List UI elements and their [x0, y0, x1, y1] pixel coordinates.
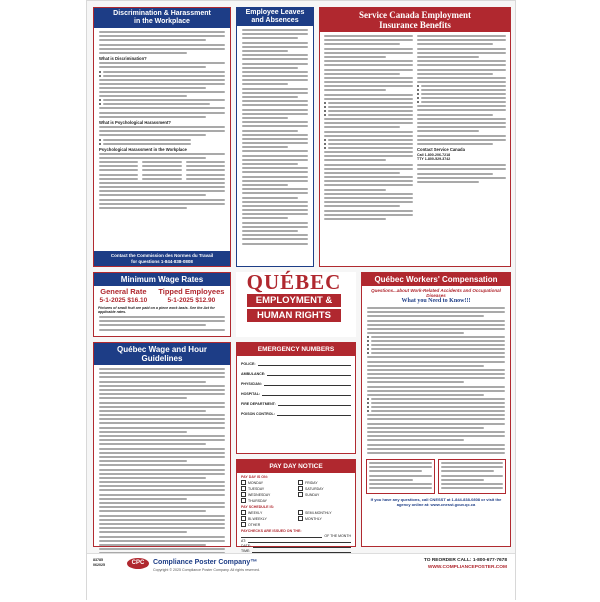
website: WWW.COMPLIANCEPOSTER.COM: [427, 565, 507, 570]
service-canada-body: [320, 32, 510, 225]
wage-hour-title: Québec Wage and Hour Guidelines: [94, 343, 230, 365]
workplace-harassment-heading: Psychological Harassment in the Workplace: [99, 146, 187, 152]
emergency-title: EMERGENCY NUMBERS: [237, 343, 355, 356]
emergency-panel: [236, 342, 356, 454]
service-canada-phone: Call 1-800-206-7218: [417, 153, 451, 158]
employee-leaves-title: Employee Leaves and Absences: [237, 8, 313, 26]
discrimination-contact: Contact the Commission des Normes du Travail for questions 1-844-838-0808: [94, 251, 230, 266]
service-canada-panel: [319, 7, 511, 267]
field-ambulance: AMBULANCE:: [241, 371, 351, 376]
harassment-question: What is Psychological Harassment?: [99, 120, 171, 125]
reorder-phone: TO REORDER CALL: 1-800-677-7678: [423, 558, 507, 563]
schedule-semi-monthly[interactable]: SEMI-MONTHLY: [298, 510, 351, 515]
tipped-rate: Tipped Employees 5-1-2025 $12.90: [158, 287, 225, 304]
day-sunday[interactable]: SUNDAY: [298, 492, 351, 497]
paychecks-issued: PAYCHECKS ARE ISSUED ON THE:: [241, 529, 302, 533]
day-friday[interactable]: FRIDAY: [298, 480, 351, 485]
pay-days: [241, 480, 351, 503]
day-saturday[interactable]: SATURDAY: [298, 486, 351, 491]
date-field: DATE:: [241, 544, 351, 548]
discrimination-question: What is Discrimination?: [99, 56, 147, 62]
quebec-logo-panel: [236, 272, 356, 337]
general-rate: General Rate 5-1-2025 $16.10: [99, 287, 148, 304]
wage-hour-body: [94, 365, 230, 559]
field-physician: PHYSICIAN:: [241, 381, 351, 386]
employment-word: EMPLOYMENT &: [247, 294, 341, 307]
service-canada-title: Service Canada Employment Insurance Benefits: [320, 8, 510, 32]
schedule-weekly[interactable]: WEEKLY: [241, 510, 294, 515]
wage-rates: [94, 288, 230, 305]
minimum-wage-note: Pictures of small fruit are paid on a piece work basis. See the Act for applicable rates.: [98, 306, 215, 314]
pay-schedule-is: PAY SCHEDULE IS:: [241, 505, 275, 509]
day-thursday[interactable]: THURSDAY: [241, 498, 294, 503]
minimum-wage-panel: [93, 272, 231, 337]
workers-comp-panel: [361, 272, 511, 547]
cpc-logo: CPC: [127, 558, 149, 569]
field-hospital: HOSPITAL:: [241, 391, 351, 396]
poster-code-1: 83785: [93, 558, 103, 562]
pay-schedules: [241, 510, 351, 527]
day-wednesday[interactable]: WEDNESDAY: [241, 492, 294, 497]
day-tuesday[interactable]: TUESDAY: [241, 486, 294, 491]
schedule-other[interactable]: OTHER: [241, 522, 294, 527]
of-the-month: OF THE MONTH: [241, 534, 351, 538]
discrimination-panel: [93, 7, 231, 267]
workers-comp-title: Québec Workers' Compensation: [362, 273, 510, 286]
company-name: Compliance Poster Company™: [153, 559, 258, 566]
pay-day-is: PAY DAY IS ON:: [241, 475, 268, 479]
emergency-fields: [237, 356, 355, 416]
field-police: POLICE:: [241, 361, 351, 366]
discrimination-title: Discrimination & Harassment in the Workplace: [94, 8, 230, 28]
wage-hour-panel: [93, 342, 231, 547]
workers-comp-body: [362, 304, 510, 459]
copyright: Copyright © 2025 Compliance Poster Company. All rights reserved.: [153, 568, 261, 572]
poster-footer: [87, 553, 515, 602]
workers-comp-footer: If you have any questions, call CNESST at 1-844-838-0808 or visit the agency online at: www.cnesst.gouv.qc.ca: [370, 497, 502, 508]
quebec-word: QUÉBEC: [246, 270, 342, 294]
schedule-monthly[interactable]: MONTHLY: [298, 516, 351, 521]
quebec-human-rights-logo: [239, 272, 349, 350]
service-canada-tty: TTY 1-800-529-3742: [417, 157, 451, 162]
day-monday[interactable]: MONDAY: [241, 480, 294, 485]
workers-comp-boxes: [362, 459, 510, 494]
human-rights-word: HUMAN RIGHTS: [247, 309, 341, 322]
poster-code-2: 062025: [93, 563, 105, 567]
at-field: AT:: [241, 539, 351, 543]
workers-comp-subtitle: Questions...about Work-Related Accidents and Occupational Diseases What you Need to Know!!!: [371, 288, 501, 304]
compliance-poster: [86, 0, 516, 600]
time-field: TIME:: [241, 549, 351, 553]
employee-leaves-panel: [236, 7, 314, 267]
field-fire-department: FIRE DEPARTMENT:: [241, 401, 351, 406]
discrimination-body: [94, 28, 230, 214]
payday-panel: [236, 459, 356, 553]
payday-title: PAY DAY NOTICE: [237, 460, 355, 473]
minimum-wage-title: Minimum Wage Rates: [94, 273, 230, 286]
schedule-bi-weekly[interactable]: BI-WEEKLY: [241, 516, 294, 521]
field-poison-control: POISON CONTROL:: [241, 411, 351, 416]
payday-body: [237, 473, 355, 555]
employee-leaves-body: [237, 26, 313, 250]
contact-service-canada: Contact Service Canada: [417, 147, 465, 153]
